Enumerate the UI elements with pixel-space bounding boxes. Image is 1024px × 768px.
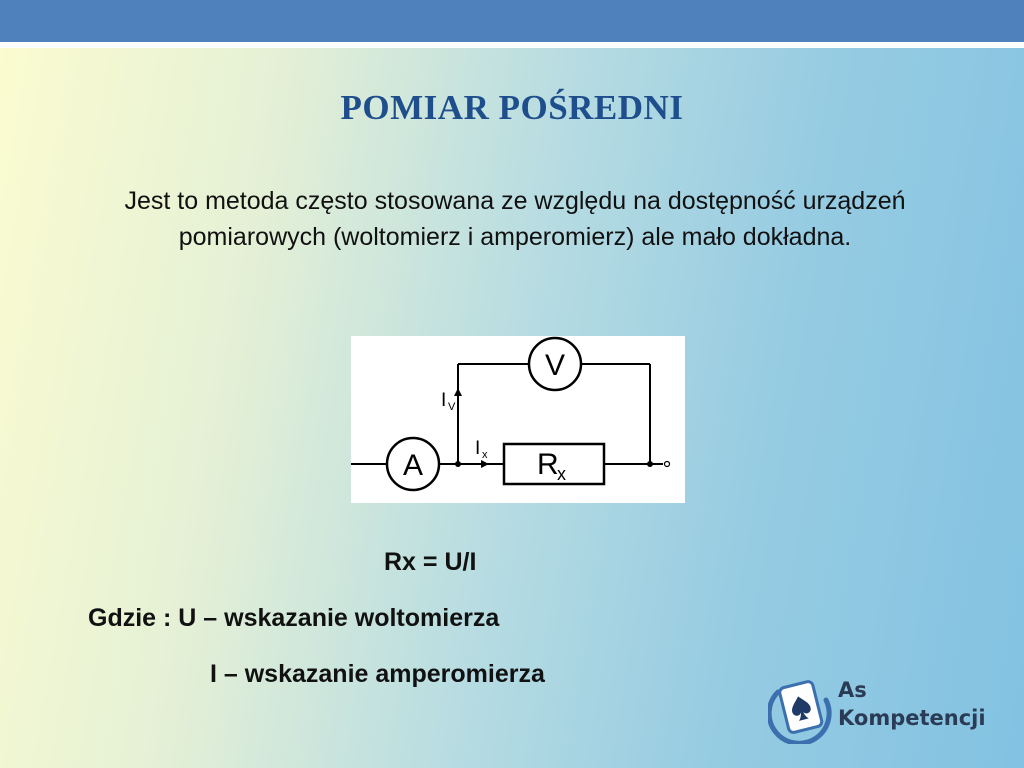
logo-text: [838, 676, 986, 732]
slide-title: POMIAR POŚREDNI: [340, 88, 684, 127]
top-bar: [0, 0, 1024, 42]
circuit-diagram: [351, 336, 685, 503]
where-line-1: Gdzie : U – wskazanie woltomierza: [88, 604, 500, 632]
node-right: [647, 461, 653, 467]
logo-line-1: As: [838, 678, 867, 702]
logo-line-2: Kompetencji: [838, 706, 986, 730]
current-v-subscript: V: [448, 401, 456, 413]
node-left: [455, 461, 461, 467]
resistor-label: R: [537, 448, 559, 481]
current-x-subscript: x: [482, 449, 488, 461]
circuit-svg: [351, 336, 685, 503]
spade-card-icon: [768, 672, 834, 744]
current-x-label: I: [475, 438, 481, 459]
terminal-right: [665, 462, 670, 467]
logo: [768, 672, 998, 744]
ammeter-label: A: [402, 449, 424, 482]
formula-text: Rx = U/I: [384, 548, 477, 576]
intro-text: Jest to metoda często stosowana ze względu na dostępność urządzeń pomiarowych (woltomierz i amperomierz) ale mało dokładna.: [124, 187, 906, 251]
voltmeter-label: V: [544, 349, 566, 382]
current-v-label: I: [441, 390, 447, 411]
arrow-up-iv: [454, 388, 462, 396]
resistor-subscript: x: [557, 464, 566, 484]
arrow-right-ix: [481, 460, 489, 468]
where-line-2: I – wskazanie amperomierza: [210, 660, 545, 688]
